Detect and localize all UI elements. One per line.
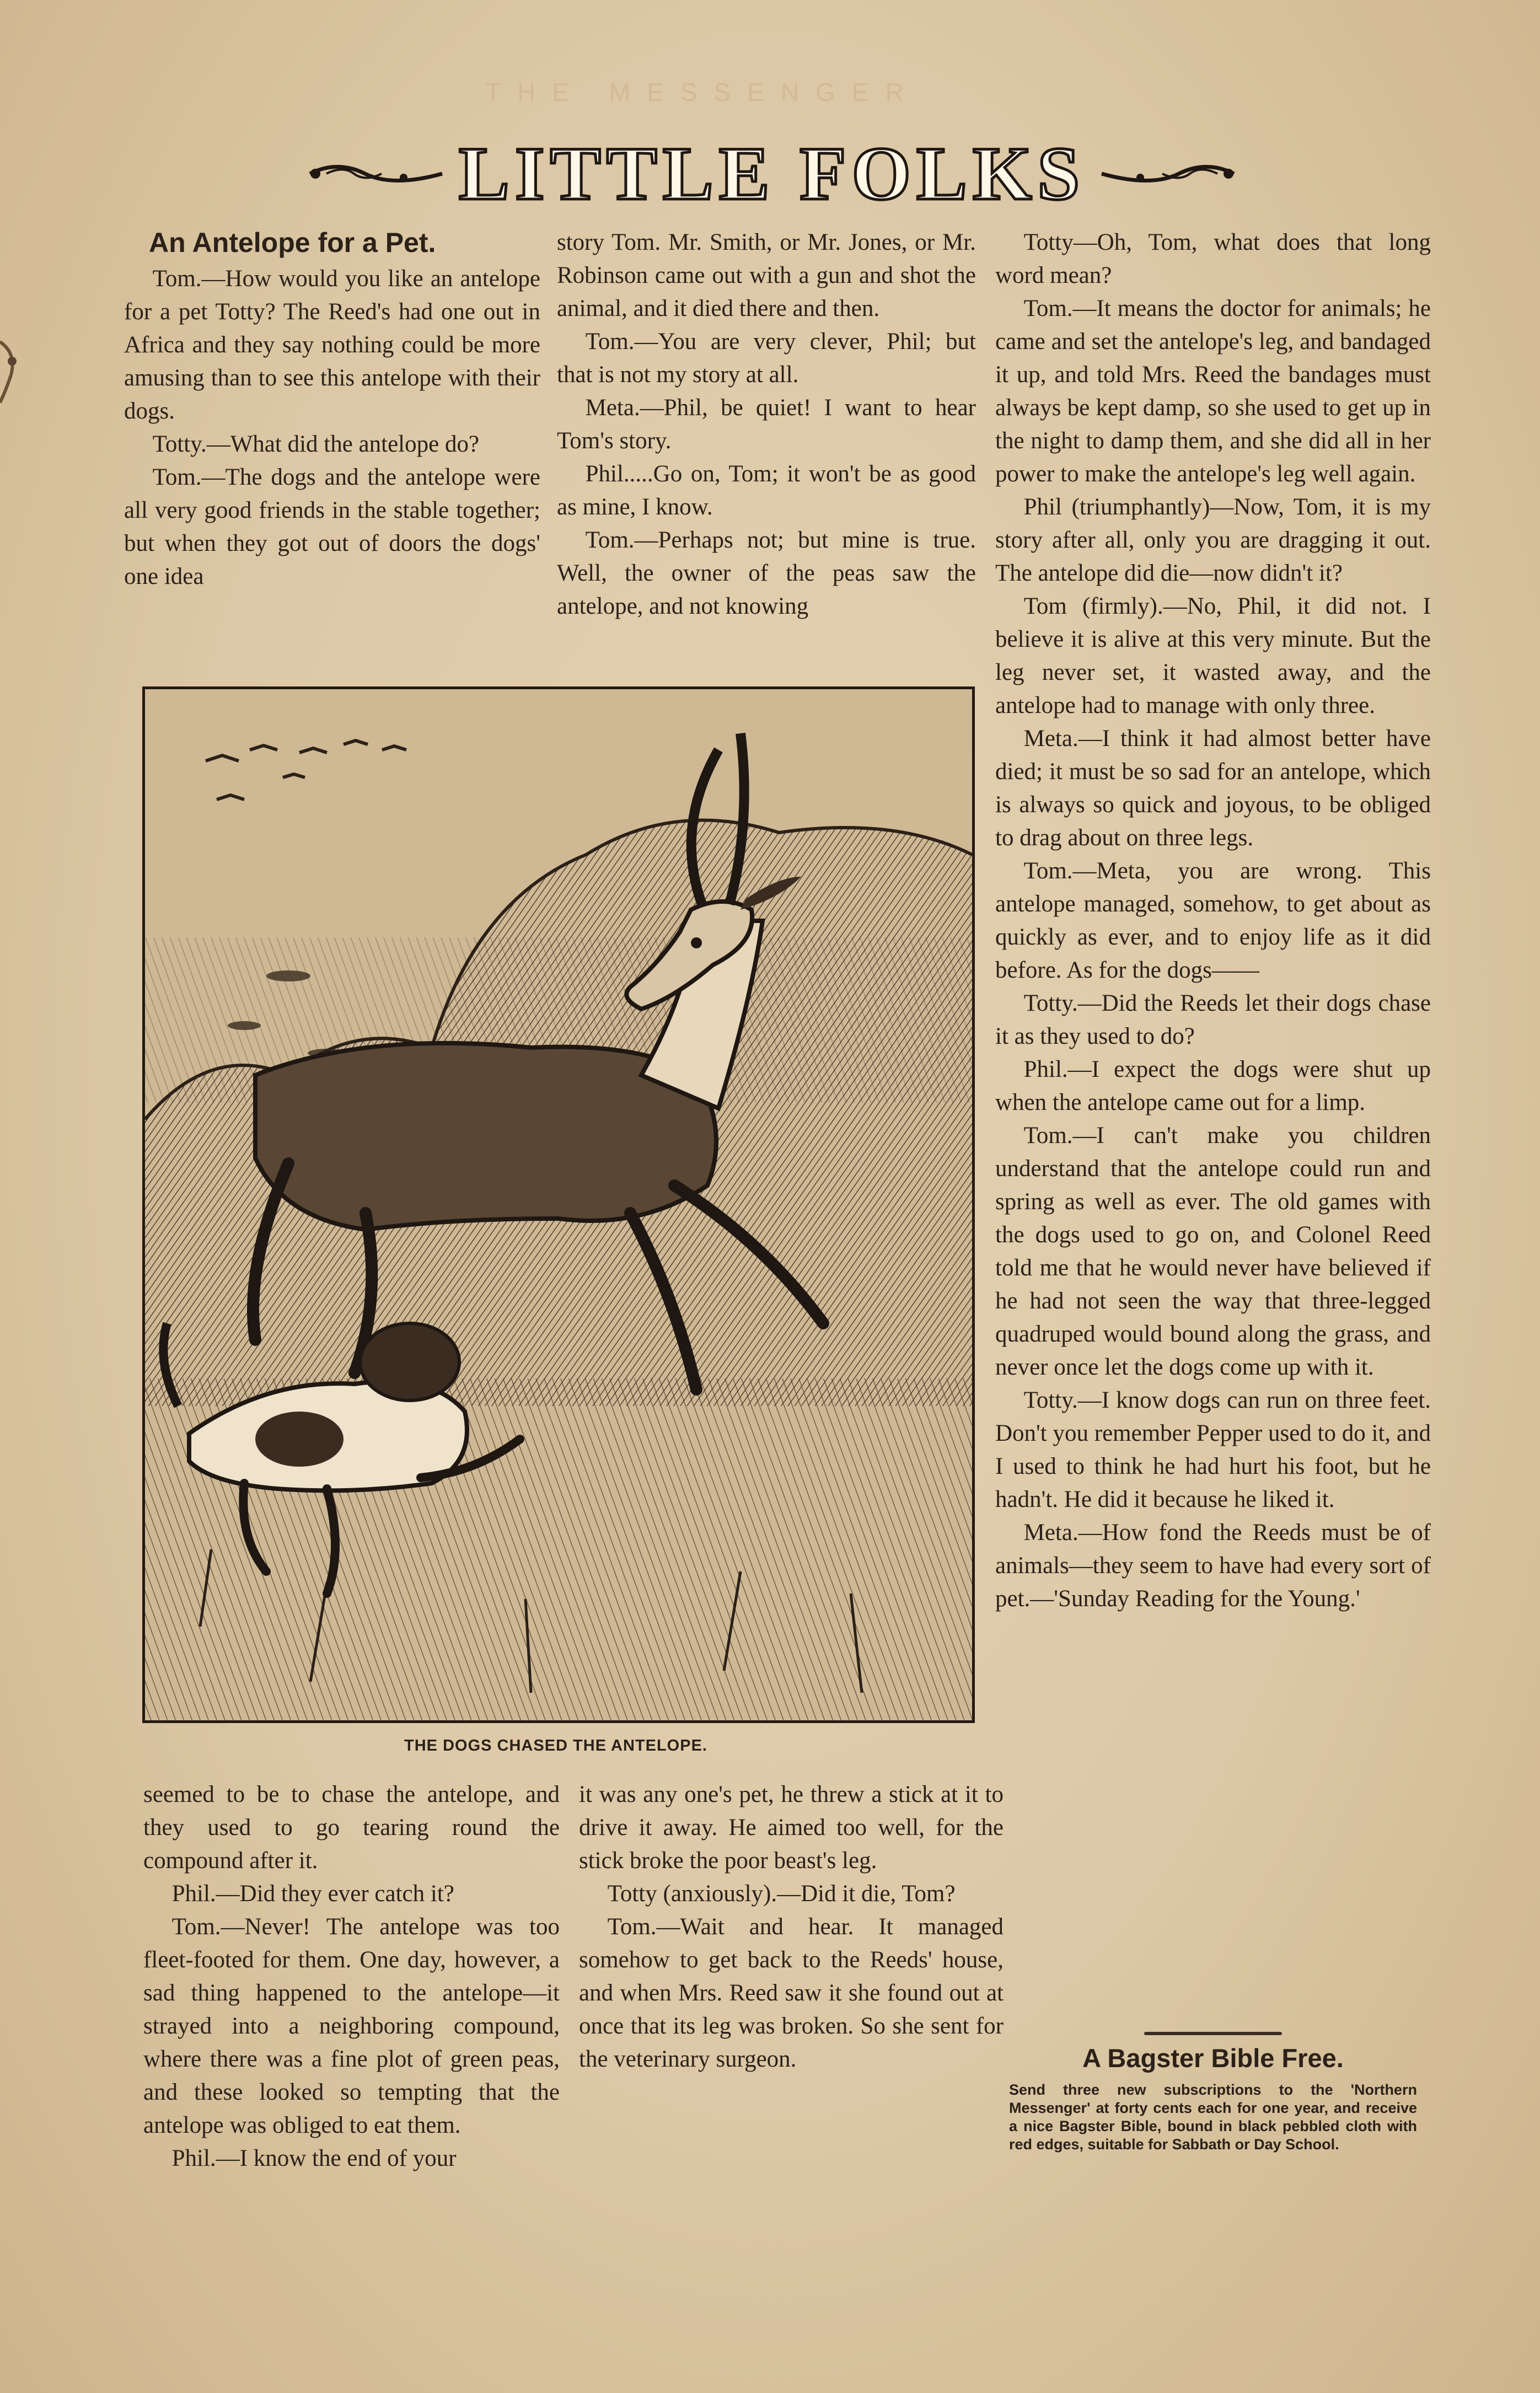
paragraph: Tom.—Never! The antelope was too fleet-footed for them. One day, however, a sad thing happened to the antelope—it strayed into a neighboring compound, where there was a fine plot of green peas, and these looked so tempting that the antelope was obliged to eat them. (143, 1914, 560, 2138)
paragraph: Phil.—I expect the dogs were shut up when the antelope came out for a limp. (995, 1056, 1431, 1115)
bottom-column-1 (143, 1778, 560, 2175)
paragraph: Tom.—I can't make you children understand that the antelope could run and spring as well as ever. The old games with the dogs used to go on, and Colonel Reed told me that he would never have believed if he had not seen the way that three-legged quadruped would bound along the grass, and never once let the dogs come up with it. (995, 1123, 1431, 1380)
paragraph: Totty—Oh, Tom, what does that long word mean? (995, 229, 1431, 288)
bottom-column-2 (579, 1778, 1004, 2076)
divider (1144, 2032, 1282, 2035)
column-3 (995, 226, 1431, 1616)
masthead (298, 132, 1246, 215)
paragraph: Tom.—How would you like an antelope for a pet Totty? The Reed's had one out in Africa and they say nothing could be more amusing than to see this antelope with their dogs. (124, 266, 540, 424)
paragraph: Tom.—You are very clever, Phil; but that is not my story at all. (557, 329, 976, 388)
paragraph: Tom.—Meta, you are wrong. This antelope managed, somehow, to get about as quickly as ever, and to enjoy life as it did before. As for the dogs—— (995, 858, 1431, 983)
paragraph: seemed to be to chase the antelope, and they used to go tearing round the compound after it. (143, 1782, 560, 1874)
paragraph: Tom (firmly).—No, Phil, it did not. I believe it is alive at this very minute. But the leg never set, it wasted away, and the antelope had to manage with only three. (995, 593, 1431, 718)
engraving-image (145, 689, 972, 1720)
left-scroll-ornament-icon (304, 154, 448, 193)
paragraph: Tom.—Wait and hear. It managed somehow to get back to the Reeds' house, and when Mrs. Reed saw it she found out at once that its leg was broken. So she sent for the veterinary surgeon. (579, 1914, 1004, 2072)
page-title: LITTLE FOLKS (458, 131, 1086, 216)
paragraph: Phil.—Did they ever catch it? (171, 1881, 454, 1907)
binding-tack-icon (0, 309, 33, 408)
bible-offer (995, 2032, 1431, 2154)
paragraph: Phil.—I know the end of your (171, 2145, 457, 2171)
paragraph: Meta.—How fond the Reeds must be of animals—they seem to have had every sort of pet.—'Sunday Reading for the Young.' (995, 1520, 1431, 1612)
paragraph: Totty.—Did the Reeds let their dogs chase it as they used to do? (995, 990, 1431, 1049)
paragraph: Tom.—It means the doctor for animals; he came and set the antelope's leg, and bandaged it up, and told Mrs. Reed the bandages must always be kept damp, so she used to get up in the night to damp them, and she did all in her power to make the antelope's leg well again. (995, 296, 1431, 487)
paragraph: Tom.—Perhaps not; but mine is true. Well, the owner of the peas saw the antelope, and not knowing (557, 527, 976, 619)
paragraph: Totty (anxiously).—Did it die, Tom? (607, 1881, 956, 1907)
offer-body: Send three new subscriptions to the 'Northern Messenger' at forty cents each for one year, and receive a nice Bagster Bible, bound in black pebbled cloth with red edges, suitable for Sabbath or Day School. (1009, 2081, 1417, 2153)
paragraph: it was any one's pet, he threw a stick at it to drive it away. He aimed too well, for the stick broke the poor beast's leg. (579, 1782, 1004, 1874)
illustration-caption: THE DOGS CHASED THE ANTELOPE. (404, 1737, 707, 1754)
right-scroll-ornament-icon (1096, 154, 1239, 193)
paragraph: Meta.—I think it had almost better have died; it must be so sad for an antelope, which is always so quick and joyous, to be obliged to drag about on three legs. (995, 726, 1431, 851)
paragraph: Totty.—I know dogs can run on three feet. Don't you remember Pepper used to do it, and I used to think he had hurt his foot, but he hadn't. He did it because he liked it. (995, 1387, 1431, 1512)
paragraph: Totty.—What did the antelope do? (152, 431, 480, 457)
paragraph: Meta.—Phil, be quiet! I want to hear Tom's story. (557, 395, 976, 454)
column-2 (557, 226, 976, 623)
story-headline: An Antelope for a Pet. (149, 227, 436, 258)
column-1 (124, 226, 540, 593)
paragraph: Phil (triumphantly)—Now, Tom, it is my story after all, only you are dragging it out. The antelope did die—now didn't it? (995, 494, 1431, 586)
paragraph: Tom.—The dogs and the antelope were all very good friends in the stable together; but when they got out of doors the dogs' one idea (124, 464, 540, 589)
antelope-illustration (142, 686, 975, 1723)
bleed-through-header: THE MESSENGER (485, 78, 920, 106)
paragraph: Phil.....Go on, Tom; it won't be as good as mine, I know. (557, 461, 976, 520)
paragraph: story Tom. Mr. Smith, or Mr. Jones, or Mr. Robinson came out with a gun and shot the animal, and it died there and then. (557, 229, 976, 321)
offer-title: A Bagster Bible Free. (1082, 2043, 1344, 2073)
